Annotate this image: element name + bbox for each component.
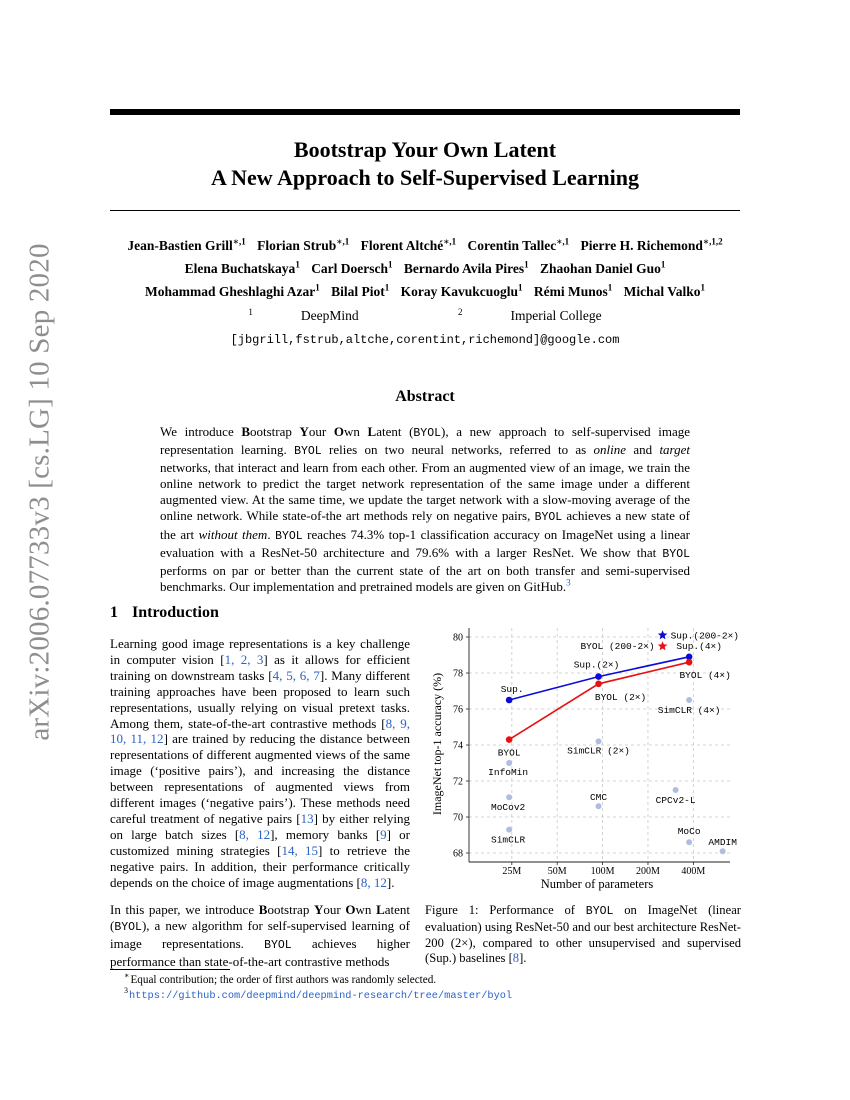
author-row-1 [110,238,740,254]
baseline-point [506,794,512,800]
paper-title [110,136,740,192]
citation-link[interactable]: 13 [300,810,314,826]
chart-svg [425,622,745,894]
author: Michal Valko$^1$ [623,282,706,299]
citation-link[interactable]: 14, 15 [281,842,319,858]
baseline-point [506,827,512,833]
baseline-point [673,787,679,793]
baseline-point-label: CPCv2-L [655,795,696,806]
x-tick-label: 25M [502,866,522,877]
section-heading-introduction: 1 Introduction [110,604,219,621]
sup-point [595,673,602,680]
baseline-point-label: MoCo [677,826,701,838]
baseline-point [596,803,602,809]
byol-200-2x-label: BYOL (200-2×) [580,641,655,653]
y-tick-label: 72 [453,776,463,788]
baseline-point [596,738,602,744]
author: Carl Doersch$^1$ [311,259,393,276]
series-point-label: Sup.(4×) [676,640,722,652]
citation-link[interactable]: 4, 5, 6, 7 [272,667,320,683]
y-tick-label: 76 [453,704,463,716]
citation-link[interactable]: 9 [380,826,387,842]
series-point-label: BYOL (2×) [594,691,647,703]
author: Corentin Tallec$^{∗,1}$ [467,236,570,253]
baseline-point [720,848,726,854]
series-point-label: BYOL (4×) [679,670,731,682]
chart-data [488,630,739,854]
byol-point [595,681,602,688]
x-tick-label: 50M [547,866,567,877]
affiliation: $^2$ Imperial College [458,306,602,323]
byol-point [506,736,513,743]
y-tick-label: 74 [453,740,463,752]
baseline-point [686,839,692,845]
y-tick-label: 80 [453,632,463,644]
intro-paragraph-2: In this paper, we introduce Bootstrap Your Own Latent (BYOL), a new algorithm for self-supervised learning of image representations. BYOL achieves higher performance than state-of-the-art contrastive methods [110,902,410,969]
x-axis-label: Number of parameters [540,877,654,891]
affiliation: $^1$ DeepMind [248,306,359,323]
author: Bilal Piot$^1$ [331,282,390,299]
y-tick-label: 68 [453,848,463,860]
sup-200-2x-star [658,630,668,639]
baseline-point-label: InfoMin [488,767,529,778]
y-tick-label: 78 [453,668,463,680]
github-link[interactable]: https://github.com/deepmind/deepmind-research/tree/master/byol [129,990,513,1002]
abstract-heading: Abstract [395,388,455,405]
baseline-point-label: SimCLR (2×) [567,745,630,757]
citation-link[interactable]: 8, 12 [239,826,271,842]
baseline-point [686,697,692,703]
author: Pierre H. Richemond$^{∗,1,2}$ [580,236,723,253]
author: Florian Strub$^{∗,1}$ [257,236,350,253]
author: Koray Kavukcuoglu$^1$ [400,282,523,299]
title-line-1: Bootstrap Your Own Latent [293,137,557,162]
author: Florent Altché$^{∗,1}$ [360,236,457,253]
citation-link[interactable]: 8, 9, 10, 11, 12 [110,715,410,747]
x-tick-label: 400M [681,866,706,877]
intro-paragraph-1: Learning good image representations is a key challenge in computer vision [1, 2, 3] as it allows for efficient training on downstream tasks [4, 5, 6, 7]. Many different training approaches have been proposed to learn such representations, usually relying on visual pretext tasks. Among them, state-of-the-art contrastive methods [8, 9, 10, 11, 12] are trained by reducing the distance between representations of different augmented views of the same image (‘positive pairs’), and increasing the distance between representations of augmented views from different images (‘negative pairs’). These methods need careful treatment of negative pairs [13] by either relying on large batch sizes [8, 12], memory banks [9] or customized mining strategies [14, 15] to retrieve the negative pairs. In addition, their performance critically depends on the choice of image augmentations [8, 12]. [110,636,411,890]
footnote-link-3[interactable]: 3 [566,577,571,588]
baseline-point [506,760,512,766]
baseline-point-label: AMDIM [708,837,737,849]
baseline-point-label: MoCov2 [491,802,526,814]
author: Zhaohan Daniel Guo$^1$ [540,259,666,276]
footnote-equal-contribution: ∗Equal contribution; the order of first authors was randomly selected. [124,971,437,986]
citation-link[interactable]: 8, 12 [360,874,387,890]
author: Rémi Munos$^1$ [533,282,613,299]
author: Elena Buchatskaya$^1$ [184,259,300,276]
figure-1-caption: Figure 1: Performance of BYOL on ImageNet (linear evaluation) using ResNet-50 and our best architecture ResNet-200 (2×), compared to other unsupervised and supervised (Sup.) baselines [8]. [425,903,741,966]
x-tick-label: 100M [590,866,615,877]
y-tick-label: 70 [453,812,463,824]
arxiv-identifier-text: arXiv:2006.07733v3 [cs.LG] 10 Sep 2020 [23,243,56,741]
series-point-label: Sup. [500,684,524,695]
author-emails: [jbgrill,fstrub,altche,corentint,richemond]@google.com [230,333,620,347]
baseline-point-label: SimCLR (4×) [657,705,721,716]
series-point-label: BYOL [497,747,521,759]
figure-1-chart [425,622,745,894]
author-row-3 [110,284,740,300]
title-top-rule [110,109,740,115]
x-tick-label: 200M [636,866,660,877]
baseline-point-label: SimCLR [491,834,526,846]
abstract-body: We introduce Bootstrap Your Own Latent (BYOL), a new approach to self-supervised image representation learning. BYOL relies on two neural networks, referred to as online and target networks, that interact and learn from each other. From an augmented view of an image, we train the online network to predict the target network representation of the same image under a different augmented view. At the same time, we update the target network with a slow-moving average of the online network. While state-of-the art methods rely on negative pairs, BYOL achieves a new state of the art without them. BYOL reaches 74.3% top-1 classification accuracy on ImageNet using a linear evaluation with a ResNet-50 architecture and 79.6% with a larger ResNet. We show that BYOL performs on par or better than the current state of the art on both transfer and semi-supervised benchmarks. Our implementation and pretrained models are given on GitHub.$^3$ [160,424,691,594]
author-row-2 [110,261,740,277]
affiliations [110,308,740,324]
title-line-2: A New Approach to Self-Supervised Learning [210,165,639,190]
byol-200-2x-star [658,641,668,650]
title-bottom-rule [110,210,740,211]
y-axis-label: ImageNet top-1 accuracy (%) [430,672,444,816]
footnote-github: $^3$https://github.com/deepmind/deepmind-research/tree/master/byol [124,986,513,1002]
sup-point [506,697,513,704]
author: Bernardo Avila Pires$^1$ [403,259,529,276]
arxiv-identifier [10,243,70,741]
author: Jean-Bastien Grill$^{∗,1}$ [127,236,246,253]
author: Mohammad Gheshlaghi Azar$^1$ [144,282,320,299]
series-point-label: Sup.(2×) [573,659,620,671]
footnote-rule [110,969,230,970]
baseline-point-label: CMC [589,792,608,804]
citation-link[interactable]: 8 [512,951,520,966]
sup-200-2x-label: Sup.(200-2×) [670,630,740,642]
byol-point [686,659,693,666]
citation-link[interactable]: 1, 2, 3 [224,651,264,667]
